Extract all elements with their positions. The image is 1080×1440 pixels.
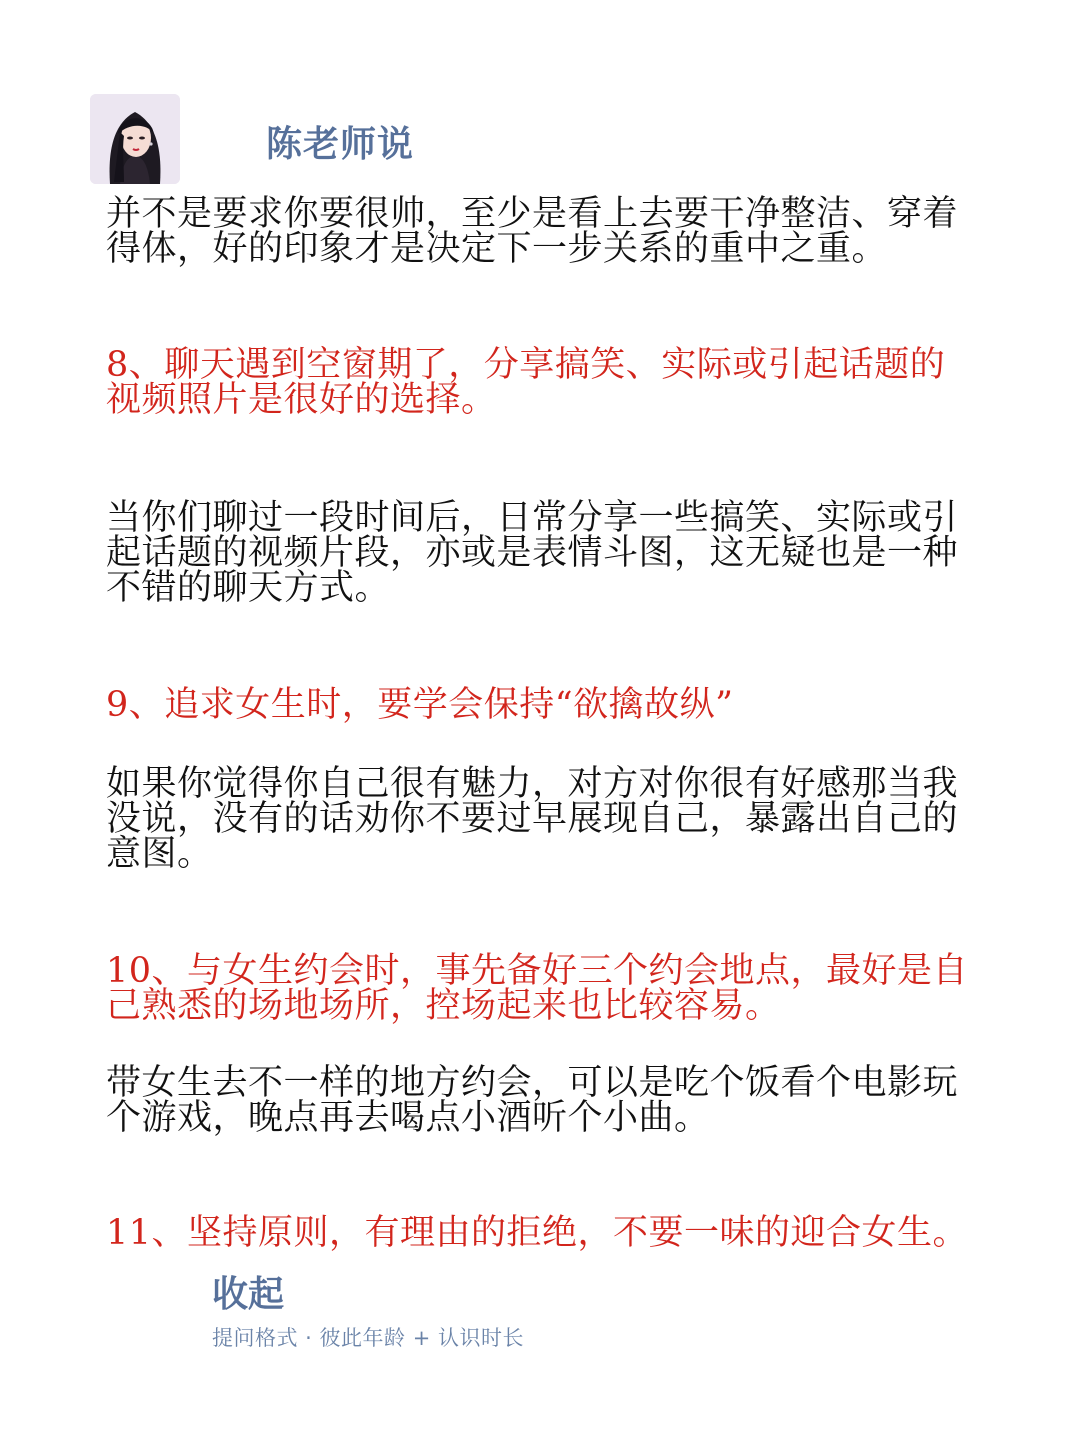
avatar-illustration-icon xyxy=(90,94,180,184)
paragraph-intro: 并不是要求你要很帅，至少是看上去要干净整洁、穿着 得体，好的印象才是决定下一步关系的重中之重。 xyxy=(106,194,959,269)
question-format-hint: 提问格式 · 彼此年龄 + 认识时长 xyxy=(212,1326,524,1350)
paragraph-tip-10: 带女生去不一样的地方约会，可以是吃个饭看个电影玩 个游戏，晚点再去喝点小酒听个小曲。 xyxy=(106,1063,959,1138)
paragraph-tip-8: 当你们聊过一段时间后，日常分享一些搞笑、实际或引 起话题的视频片段，亦或是表情斗图，这无疑也是一种 不错的聊天方式。 xyxy=(106,498,959,608)
avatar[interactable] xyxy=(90,94,180,184)
paragraph-tip-9: 如果你觉得你自己很有魅力，对方对你很有好感那当我 没说，没有的话劝你不要过早展现自己，暴露出自己的 意图。 xyxy=(106,764,959,874)
tip-heading-9: 9、追求女生时，要学会保持“欲擒故纵” xyxy=(106,685,734,725)
tip-heading-8: 8、聊天遇到空窗期了，分享搞笑、实际或引起话题的 视频照片是很好的选择。 xyxy=(106,345,946,420)
collapse-button[interactable]: 收起 xyxy=(212,1274,285,1315)
tip-heading-11: 11、坚持原则，有理由的拒绝，不要一味的迎合女生。 xyxy=(106,1213,969,1253)
author-name[interactable]: 陈老师说 xyxy=(266,124,415,165)
tip-heading-10: 10、与女生约会时，事先备好三个约会地点，最好是自 己熟悉的场地场所，控场起来也比较容易。 xyxy=(106,951,969,1026)
